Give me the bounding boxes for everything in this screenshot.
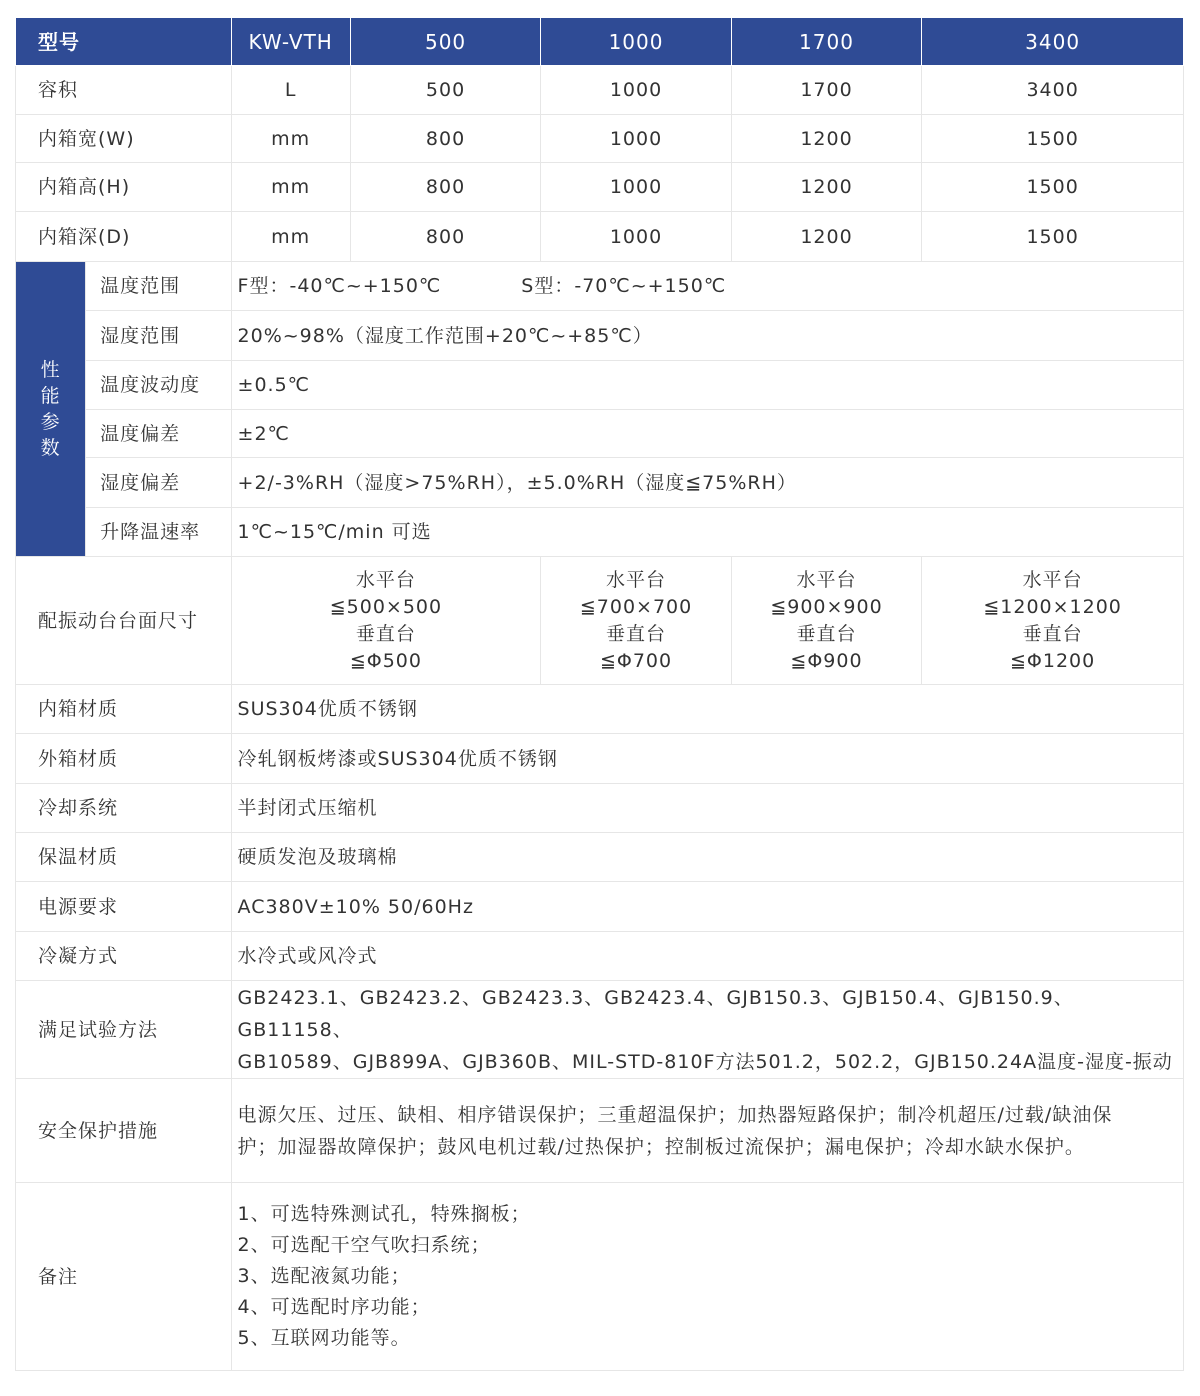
- row-label: 湿度偏差: [86, 458, 231, 508]
- header-model-1000: 1000: [541, 18, 731, 66]
- row-value: +2/-3%RH（湿度>75%RH），±5.0%RH（湿度≦75%RH）: [231, 458, 1183, 508]
- header-model-label: 型号: [16, 18, 232, 66]
- row-value: ±0.5℃: [231, 361, 1183, 410]
- row-label: 内箱宽(W): [16, 115, 232, 163]
- row-volume: [16, 66, 1184, 115]
- row-value: 硬质发泡及玻璃棉: [231, 833, 1183, 882]
- vibration-line: ≦Φ500: [349, 649, 422, 672]
- vibration-cell: [731, 557, 921, 685]
- vibration-line: ≦900×900: [770, 595, 883, 618]
- row-label: 配振动台台面尺寸: [16, 557, 232, 685]
- row-label: 冷凝方式: [16, 932, 232, 981]
- text-line: GB10589、GJB899A、GJB360B、MIL-STD-810F方法501.2，502.2，GJB150.24A温度-湿度-振动: [237, 1050, 1173, 1073]
- cell-value: 1500: [922, 163, 1184, 212]
- cell-value: 1200: [731, 163, 921, 212]
- row-label: 冷却系统: [16, 784, 232, 833]
- vibration-line: ≦1200×1200: [983, 595, 1122, 618]
- row-inner-material: [16, 685, 1184, 734]
- row-power: [16, 882, 1184, 932]
- row-insulation: [16, 833, 1184, 882]
- row-label: 温度波动度: [86, 361, 231, 410]
- vibration-line: 水平台: [355, 568, 416, 591]
- row-temp-range: [16, 262, 1184, 311]
- vibration-line: 垂直台: [796, 622, 857, 645]
- vibration-line: ≦Φ1200: [1010, 649, 1096, 672]
- vibration-cell: [231, 557, 541, 685]
- row-vibration-table: [16, 557, 1184, 685]
- cell-value: 1500: [922, 115, 1184, 163]
- cell-value: 1500: [922, 212, 1184, 262]
- row-unit: L: [231, 66, 350, 115]
- row-label: 容积: [16, 66, 232, 115]
- row-inner-depth: [16, 212, 1184, 262]
- cell-value: 1000: [541, 212, 731, 262]
- row-value: 水冷式或风冷式: [231, 932, 1183, 981]
- row-label: 备注: [16, 1183, 232, 1371]
- text-line: 护；加湿器故障保护；鼓风电机过载/过热保护；控制板过流保护；漏电保护；冷却水缺水保护。: [237, 1135, 1085, 1158]
- header-model-1700: 1700: [731, 18, 921, 66]
- cell-value: 1000: [541, 163, 731, 212]
- row-label: 安全保护措施: [16, 1079, 232, 1183]
- row-test-methods: [16, 981, 1184, 1079]
- header-series: KW-VTH: [231, 18, 350, 66]
- vibration-cell: [922, 557, 1184, 685]
- row-value: 半封闭式压缩机: [231, 784, 1183, 833]
- row-unit: mm: [231, 163, 350, 212]
- vibration-line: ≦Φ700: [599, 649, 673, 672]
- header-model-500: 500: [350, 18, 540, 66]
- vibration-line: 垂直台: [355, 622, 416, 645]
- row-ramp-rate: [16, 508, 1184, 557]
- row-temp-deviation: [16, 410, 1184, 458]
- spec-table: [15, 17, 1184, 1371]
- cell-value: 500: [350, 66, 540, 115]
- row-condensing: [16, 932, 1184, 981]
- row-value: SUS304优质不锈钢: [231, 685, 1183, 734]
- cell-value: 1700: [731, 66, 921, 115]
- cell-value: 1000: [541, 66, 731, 115]
- vibration-line: 垂直台: [606, 622, 667, 645]
- row-unit: mm: [231, 212, 350, 262]
- row-humidity-deviation: [16, 458, 1184, 508]
- row-value: 冷轧钢板烤漆或SUS304优质不锈钢: [231, 734, 1183, 784]
- text-line: GB2423.1、GB2423.2、GB2423.3、GB2423.4、GJB150.3、GJB150.4、GJB150.9、GB11158、: [237, 986, 1074, 1041]
- cell-value: 3400: [922, 66, 1184, 115]
- cell-value: 1200: [731, 115, 921, 163]
- row-label: 升降温速率: [86, 508, 231, 557]
- cell-value: 800: [350, 163, 540, 212]
- row-label: 温度范围: [86, 262, 231, 311]
- row-label: 满足试验方法: [16, 981, 232, 1079]
- row-label: 内箱材质: [16, 685, 232, 734]
- note-item: 1、可选特殊测试孔，特殊搁板；: [237, 1203, 531, 1225]
- vibration-line: 水平台: [1022, 568, 1083, 591]
- row-value: 20%~98%（湿度工作范围+20℃~+85℃）: [231, 311, 1183, 361]
- row-notes: [16, 1183, 1184, 1371]
- vibration-line: 垂直台: [1022, 622, 1083, 645]
- cell-value: 800: [350, 212, 540, 262]
- temp-range-value: [231, 262, 1183, 311]
- vibration-line: ≦700×700: [579, 595, 693, 618]
- note-item: 3、选配液氮功能；: [237, 1265, 411, 1287]
- vibration-cell: [541, 557, 731, 685]
- performance-section-text: 性 能 参 数: [40, 359, 61, 459]
- test-methods-value: [231, 981, 1183, 1079]
- row-unit: mm: [231, 115, 350, 163]
- row-label: 外箱材质: [16, 734, 232, 784]
- row-inner-height: [16, 163, 1184, 212]
- row-value: ±2℃: [231, 410, 1183, 458]
- safety-value: [231, 1079, 1183, 1183]
- row-outer-material: [16, 734, 1184, 784]
- note-item: 5、互联网功能等。: [237, 1327, 411, 1349]
- row-label: 电源要求: [16, 882, 232, 932]
- row-safety: [16, 1079, 1184, 1183]
- header-model-3400: 3400: [922, 18, 1184, 66]
- row-inner-width: [16, 115, 1184, 163]
- row-cooling-system: [16, 784, 1184, 833]
- note-item: 2、可选配干空气吹扫系统；: [237, 1234, 491, 1256]
- notes-value: [231, 1183, 1183, 1371]
- row-value: 1℃~15℃/min 可选: [231, 508, 1183, 557]
- row-label: 内箱深(D): [16, 212, 232, 262]
- vibration-line: 水平台: [606, 568, 667, 591]
- row-label: 湿度范围: [86, 311, 231, 361]
- text-line: 电源欠压、过压、缺相、相序错误保护；三重超温保护；加热器短路保护；制冷机超压/过载/缺油保: [237, 1103, 1113, 1126]
- vibration-line: ≦Φ900: [790, 649, 863, 672]
- temp-range-f: F型：-40℃~+150℃: [237, 275, 442, 297]
- cell-value: 1200: [731, 212, 921, 262]
- vibration-line: 水平台: [796, 568, 857, 591]
- row-value: AC380V±10% 50/60Hz: [231, 882, 1183, 932]
- row-label: 温度偏差: [86, 410, 231, 458]
- row-label: 保温材质: [16, 833, 232, 882]
- performance-section-label: [16, 262, 86, 557]
- vibration-line: ≦500×500: [329, 595, 443, 618]
- temp-range-s: S型：-70℃~+150℃: [521, 275, 727, 297]
- header-row: [16, 18, 1184, 66]
- row-humidity-range: [16, 311, 1184, 361]
- cell-value: 1000: [541, 115, 731, 163]
- row-temp-fluctuation: [16, 361, 1184, 410]
- row-label: 内箱高(H): [16, 163, 232, 212]
- note-item: 4、可选配时序功能；: [237, 1296, 431, 1318]
- cell-value: 800: [350, 115, 540, 163]
